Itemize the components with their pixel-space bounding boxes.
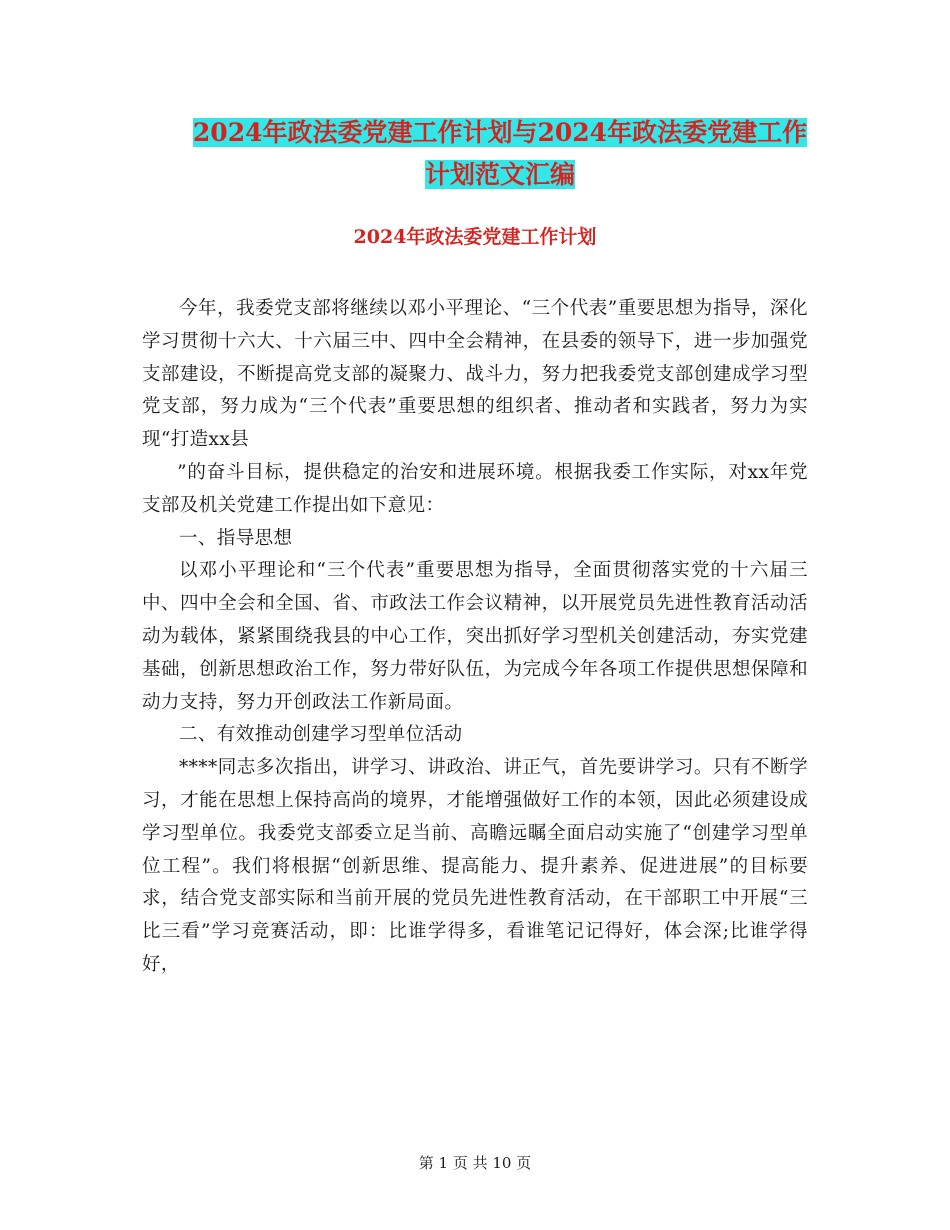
paragraph-guiding-ideology: 以邓小平理论和“三个代表”重要思想为指导，全面贯彻落实党的十六届三中、四中全会和全国、省、市政法工作会议精神，以开展党员先进性教育活动活动为载体，紧紧围绕我县的中心工作，突出抓好学习型机关创建活动，夯实党建基础，创新思想政治工作，努力带好队伍，为完成今年各项工作提供思想保障和动力支持，努力开创政法工作新局面。 [142, 560, 808, 713]
section-title: 2024年政法委党建工作计划 [353, 226, 597, 248]
paragraph-intro-continued: ”的奋斗目标，提供稳定的治安和进展环境。根据我委工作实际，对xx年党支部及机关党建工作提出如下意见： [142, 461, 808, 516]
heading-learning-unit: 二、有效推动创建学习型单位活动 [179, 724, 463, 746]
document-title-line2: 计划范文汇编 [424, 160, 575, 189]
paragraph-intro: 今年，我委党支部将继续以邓小平理论、“三个代表”重要思想为指导，深化学习贯彻十六大、十六届三中、四中全会精神，在县委的领导下，进一步加强党支部建设，不断提高党支部的凝聚力、战斗力，努力把我委党支部创建成学习型党支部，努力成为“三个代表”重要思想的组织者、推动者和实践者，努力为实现“打造xx县 [142, 298, 808, 451]
paragraph-learning-unit: ****同志多次指出，讲学习、讲政治、讲正气，首先要讲学习。只有不断学习，才能在思想上保持高尚的境界，才能增强做好工作的本领，因此必须建设成学习型单位。我委党支部委立足当前、高瞻远瞩全面启动实施了“创建学习型单位工程”。我们将根据“创新思维、提高能力、提升素养、促进进展”的目标要求，结合党支部实际和当前开展的党员先进性教育活动，在干部职工中开展“三比三看”学习竞赛活动，即：比谁学得多，看谁笔记记得好，体会深;比谁学得好， [142, 757, 808, 975]
page-footer: 第 1 页 共 10 页 [418, 1154, 532, 1172]
heading-guiding-ideology: 一、指导思想 [179, 527, 293, 549]
document-title [120, 112, 880, 196]
document-title-line1: 2024年政法委党建工作计划与2024年政法委党建工作 [192, 118, 808, 147]
document-body [142, 293, 808, 982]
